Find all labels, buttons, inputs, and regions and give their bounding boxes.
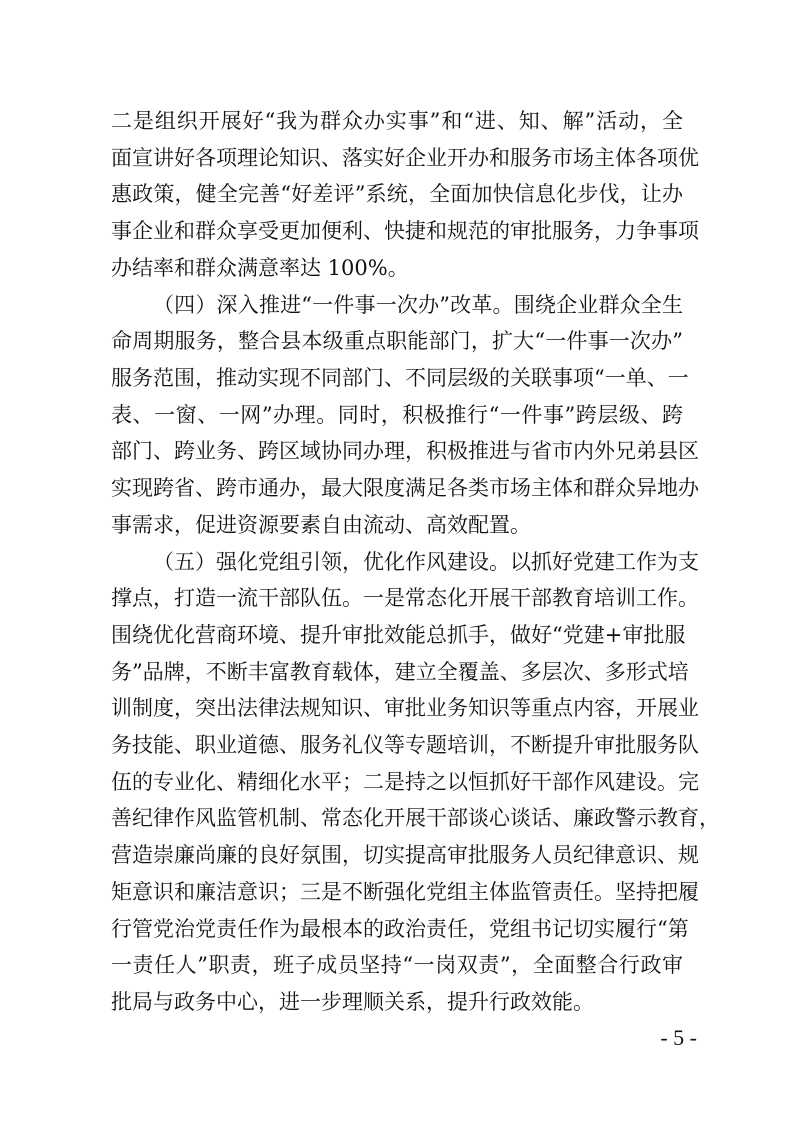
text-line: 行管党治党责任作为最根本的政治责任，党组书记切实履行“第	[111, 917, 689, 941]
text-line: 务技能、职业道德、服务礼仪等专题培训，不断提升审批服务队	[111, 733, 699, 757]
text-line: 矩意识和廉洁意识；三是不断强化党组主体监管责任。坚持把履	[111, 880, 699, 904]
text-line: （五）强化党组引领，优化作风建设。以抓好党建工作为支	[153, 550, 699, 574]
text-line: 命周期服务，整合县本级重点职能部门，扩大“一件事一次办”	[111, 329, 683, 353]
text-line: 一责任人”职责，班子成员坚持“一岗双责”，全面整合行政审	[111, 953, 683, 977]
text-line: 营造崇廉尚廉的良好氛围，切实提高审批服务人员纪律意识、规	[111, 843, 699, 867]
page-number: - 5 -	[660, 1025, 697, 1050]
text-line: 事企业和群众享受更加便利、快捷和规范的审批服务，力争事项	[111, 219, 699, 243]
text-line: 批局与政务中心，进一步理顺关系，提升行政效能。	[111, 990, 594, 1014]
text-line: 善纪律作风监管机制、常态化开展干部谈心谈话、廉政警示教育，	[111, 806, 720, 830]
text-line: 办结率和群众满意率达 100%。	[111, 256, 409, 280]
text-line: 事需求，促进资源要素自由流动、高效配置。	[111, 513, 531, 537]
text-line: 服务范围，推动实现不同部门、不同层级的关联事项“一单、一	[111, 366, 689, 390]
text-line: 实现跨省、跨市通办，最大限度满足各类市场主体和群众异地办	[111, 476, 699, 500]
text-line: （四）深入推进“一件事一次办”改革。围绕企业群众全生	[153, 293, 683, 317]
text-line: 二是组织开展好“我为群众办实事”和“进、知、解”活动，全	[111, 109, 683, 133]
text-line: 务”品牌，不断丰富教育载体，建立全覆盖、多层次、多形式培	[111, 660, 689, 684]
text-line: 训制度，突出法律法规知识、审批业务知识等重点内容，开展业	[111, 696, 699, 720]
text-line: 围绕优化营商环境、提升审批效能总抓手，做好“党建+审批服	[111, 623, 686, 647]
text-line: 惠政策，健全完善“好差评”系统，全面加快信息化步伐，让办	[111, 182, 683, 206]
text-line: 部门、跨业务、跨区域协同办理，积极推进与省市内外兄弟县区	[111, 439, 699, 463]
text-line: 表、一窗、一网”办理。同时，积极推行“一件事”跨层级、跨	[111, 403, 683, 427]
text-line: 撑点，打造一流干部队伍。一是常态化开展干部教育培训工作。	[111, 586, 699, 610]
text-line: 伍的专业化、精细化水平；二是持之以恒抓好干部作风建设。完	[111, 770, 699, 794]
text-line: 面宣讲好各项理论知识、落实好企业开办和服务市场主体各项优	[111, 146, 699, 170]
